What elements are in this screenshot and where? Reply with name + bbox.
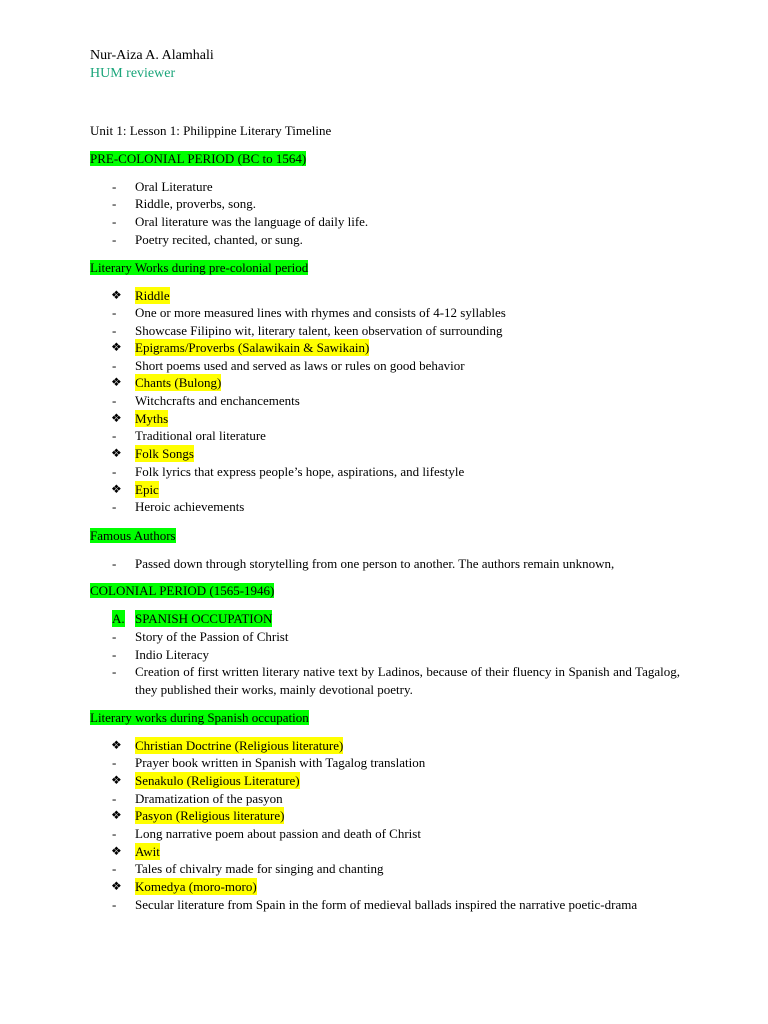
document-page: Nur-Aiza A. Alamhali HUM reviewer Unit 1: Lesson 1: Philippine Literary Timeline PRE-COLONIAL PERIOD (BC to 1564) - Oral Literature - Riddle, proverbs, song. - Oral literature was the language of daily life. - Poetry recited, chanted, or sung. Literary Works during pre-colonial period ❖ Riddle - One or more measured lines with rhymes and consists of 4-12 syllables - Showcase Filipino wit, literary talent, keen observation of surrounding ❖ Epigrams/Proverbs (Salawikain & Sawikain) - Short poems used and served as laws or rules on good behavior ❖ Chants (Bulong) - Witchcrafts and enchancements ❖ Myths - Traditional oral literature ❖ Folk Songs - Folk lyrics that express people’s hope, aspirations, and lifestyle ❖ Epic - Heroic achievements Famous Authors - Passed down through storytelling from one person to another. The authors remain unknown, COLONIAL PERIOD (1565-1946) A. SPANISH OCCUPATION - Story of the Passion of Christ - Indio Literacy - Creation of first written literary native text by Ladinos, because of their fluency in Spanish and Tagalog, they published their works, mainly devotional poetry. Literary works during Spanish occupation ❖ Christian Doctrine (Religious literature) - Prayer book written in Spanish with Tagalog translation ❖ Senakulo (Religious Literature) - Dramatization of the pasyon ❖ Pasyon (Religious literature) - Long narrative poem about passion and death of Christ ❖ Awit - Tales of chivalry made for singing and chanting ❖ Komedya (moro-moro) - Secular literature from Spain in the form of medieval ballads inspired the narrative poetic-drama	[90, 48, 680, 912]
diamond-bullet-icon: ❖	[111, 446, 122, 460]
dash-marker: -	[112, 179, 117, 194]
dash-marker: -	[112, 499, 117, 514]
dash-marker: -	[112, 232, 117, 247]
lesson-title: Unit 1: Lesson 1: Philippine Literary Timeline	[90, 123, 332, 138]
diamond-bullet-icon: ❖	[111, 482, 122, 496]
subsection-marker: A.	[112, 611, 125, 626]
dash-marker: -	[112, 629, 117, 644]
dash-marker: -	[112, 826, 117, 841]
dash-marker: -	[112, 196, 117, 211]
famous-authors-heading-text: Famous Authors	[90, 528, 176, 543]
diamond-bullet-icon: ❖	[111, 879, 122, 893]
diamond-bullet-icon: ❖	[111, 808, 122, 822]
dash-marker: -	[112, 897, 117, 912]
subsection-heading-text: SPANISH OCCUPATION	[135, 611, 273, 626]
dash-marker: -	[112, 755, 117, 770]
dash-marker: -	[112, 323, 117, 338]
dash-marker: -	[112, 358, 117, 373]
dash-marker: -	[112, 214, 117, 229]
diamond-bullet-icon: ❖	[111, 340, 122, 354]
diamond-bullet-icon: ❖	[111, 738, 122, 752]
section-heading-precolonial	[90, 150, 306, 167]
dash-marker: -	[112, 393, 117, 408]
dash-marker: -	[112, 791, 117, 806]
diamond-bullet-icon: ❖	[111, 844, 122, 858]
author-name: Nur-Aiza A. Alamhali	[90, 48, 214, 63]
section-heading-spanish-works	[90, 709, 309, 726]
colonial-heading-text: COLONIAL PERIOD (1565-1946)	[90, 583, 275, 598]
diamond-bullet-icon: ❖	[111, 411, 122, 425]
document-subtitle: HUM reviewer	[90, 66, 176, 81]
spanish-works-heading-text: Literary works during Spanish occupation	[90, 710, 309, 725]
dash-marker: -	[112, 464, 117, 479]
dash-marker: -	[112, 428, 117, 443]
dash-marker: -	[112, 556, 117, 571]
dash-marker: -	[112, 305, 117, 320]
precolonial-heading-text: PRE-COLONIAL PERIOD (BC to 1564)	[90, 151, 307, 166]
precolonial-works-heading-text: Literary Works during pre-colonial period	[90, 260, 309, 275]
diamond-bullet-icon: ❖	[111, 288, 122, 302]
section-heading-precolonial-works	[90, 259, 308, 276]
dash-marker: -	[112, 647, 117, 662]
section-heading-colonial	[90, 582, 274, 599]
diamond-bullet-icon: ❖	[111, 375, 122, 389]
dash-marker: -	[112, 861, 117, 876]
diamond-bullet-icon: ❖	[111, 773, 122, 787]
section-heading-famous-authors	[90, 527, 176, 544]
dash-marker: -	[112, 664, 117, 679]
